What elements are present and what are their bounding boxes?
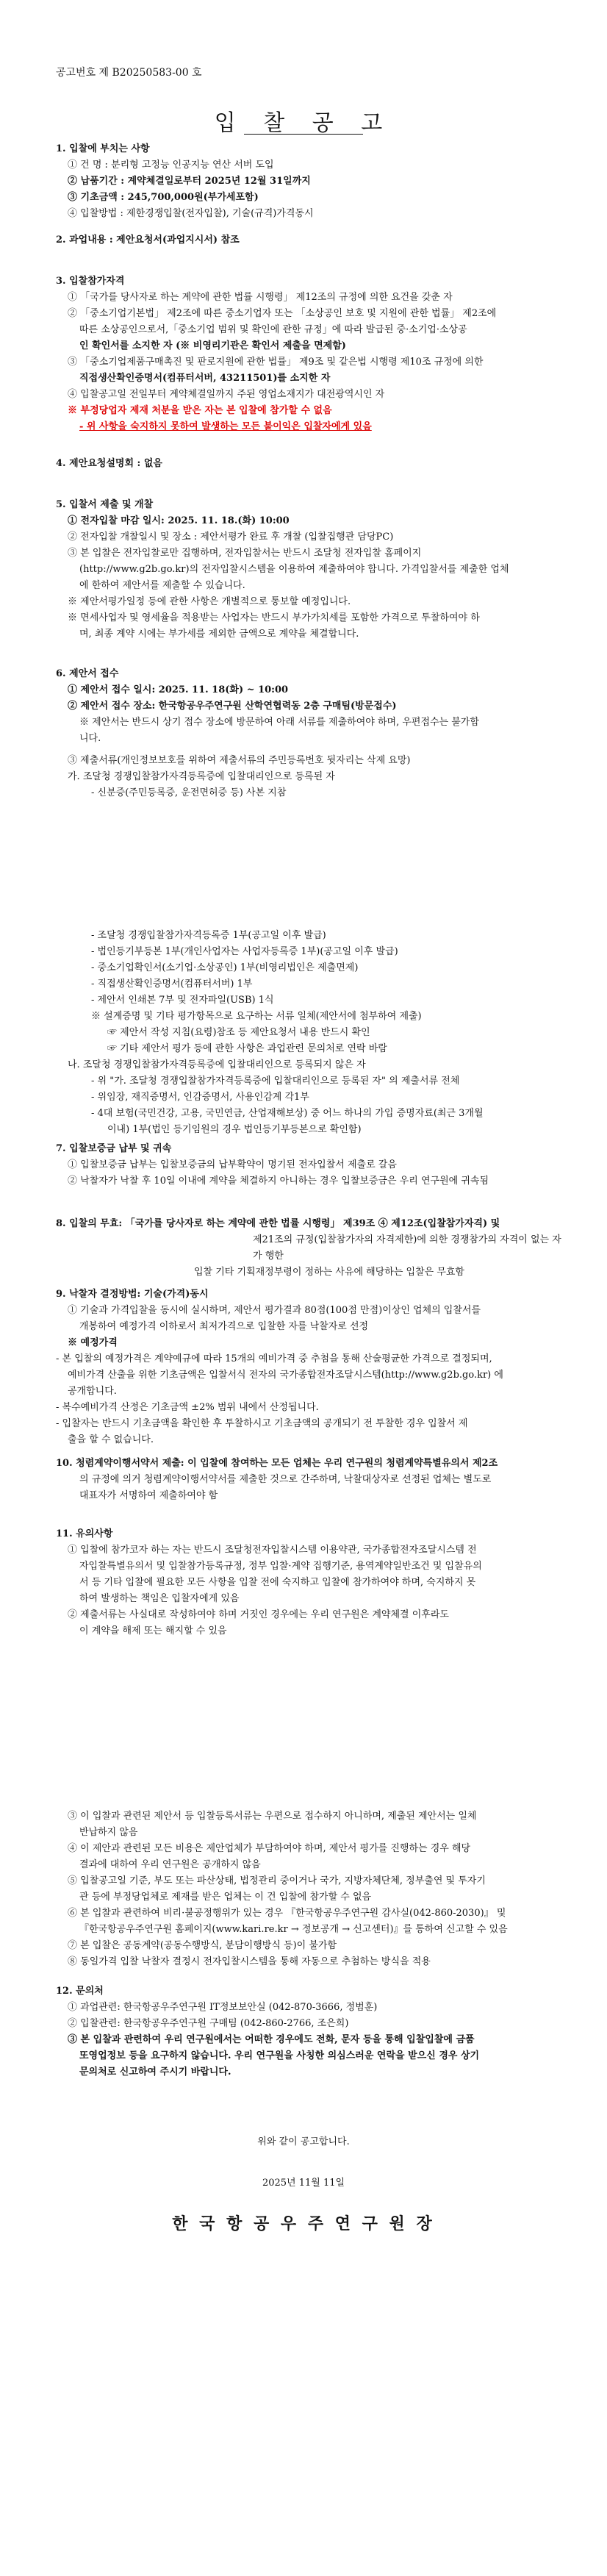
section-12-heading: 12. 문의처 — [56, 1986, 104, 1997]
section-8 — [56, 1216, 563, 1281]
section-11-heading: 11. 유의사항 — [56, 1528, 113, 1539]
s3-item-1: ① 「국가를 당사자로 하는 계약에 관한 법률 시행령」 제12조의 규정에 의한 요건을 갖춘 자 — [68, 292, 453, 303]
s11-item-5: ⑤ 입찰공고일 기준, 부도 또는 파산상태, 법정관리 중이거나 국가, 지방자체단체, 정부출연 및 투자기 — [68, 1875, 486, 1886]
s7-item-2: ② 낙찰자가 낙찰 후 10일 이내에 계약을 체결하지 아니하는 경우 입찰보증금은 우리 연구원에 귀속됨 — [68, 1176, 489, 1187]
s9-item-1b: 개봉하여 예정가격 이하로서 최저가격으로 입찰한 자를 낙찰자로 선정 — [79, 1321, 369, 1332]
s11-item-3: ③ 이 입찰과 관련된 제안서 등 입찰등록서류는 우편으로 접수하지 아니하며, 제출된 제안서는 일체 — [68, 1811, 477, 1822]
s12-item-3: ③ 본 입찰과 관련하여 우리 연구원에서는 어떠한 경우에도 전화, 문자 등을 통해 입찰입찰에 금품 — [68, 2034, 475, 2045]
s6-doc-note: ※ 설계증명 및 기타 평가항목으로 요구하는 서류 일체(제안서에 첨부하여 제출) — [91, 1011, 422, 1022]
s6-sub-b-1: - 위 "가. 조달청 경쟁입찰참가자격등록증에 입찰대리인으로 등록된 자" 의 제출서류 전체 — [91, 1076, 460, 1087]
section-6-continued — [56, 928, 563, 1138]
section-3 — [56, 273, 563, 435]
s9-price-heading: ※ 예정가격 — [68, 1337, 118, 1348]
s6-doc-note-1: ☞ 제안서 작성 지침(요령)참조 등 제안요청서 내용 반드시 확인 — [107, 1027, 370, 1038]
section-6 — [56, 666, 563, 801]
s6-item-2: ② 제안서 접수 장소: 한국항공우주연구원 산학연협력동 2층 구매팀(방문접수) — [68, 701, 397, 712]
section-10 — [56, 1456, 563, 1504]
s6-doc-2: - 법인등기부등본 1부(개인사업자는 사업자등록증 1부)(공고일 이후 발급) — [91, 946, 398, 957]
s5-note-2b: 며, 최종 계약 시에는 부가세를 제외한 금액으로 계약을 체결합니다. — [79, 629, 359, 640]
section-4-heading: 4. 제안요청설명회 : 없음 — [56, 458, 162, 469]
s11-item-1c: 서 등 기타 입찰에 필요한 모든 사항을 입찰 전에 숙지하고 입찰에 참가하여야 하며, 숙지하지 못 — [79, 1577, 476, 1588]
s9-price-3b: 출을 할 수 없습니다. — [68, 1434, 154, 1445]
s6-doc-3: - 중소기업확인서(소기업·소상공인) 1부(비영리법인은 제출면제) — [91, 962, 359, 973]
s3-warning-1: ※ 부정당업자 제재 처분을 받은 자는 본 입찰에 참가할 수 없음 — [68, 405, 332, 416]
s9-price-1: - 본 입찰의 예정가격은 계약예규에 따라 15개의 예비가격 중 추첨을 통해 산술평균한 가격으로 결정되며, — [56, 1353, 492, 1364]
s6-doc-note-2: ☞ 기타 제안서 평가 등에 관한 사항은 과업관련 문의처로 연락 바람 — [107, 1043, 387, 1054]
s7-item-1: ① 입찰보증금 납부는 입찰보증금의 납부확약이 명기된 전자입찰서 제출로 갈음 — [68, 1159, 397, 1170]
page-title: 입 찰 공 고 — [214, 110, 393, 136]
s6-doc-4: - 직접생산확인증명서(컴퓨터서버) 1부 — [91, 978, 253, 990]
s11-item-1d: 하여 발생하는 책임은 입찰자에게 있음 — [79, 1593, 240, 1604]
s6-sub-a: 가. 조달청 경쟁입찰참가자격등록증에 입찰대리인으로 등록된 자 — [68, 771, 335, 782]
section-1 — [56, 141, 563, 222]
s11-item-3b: 반납하지 않음 — [79, 1827, 138, 1838]
s12-item-3c: 문의처로 신고하여 주시기 바랍니다. — [79, 2067, 231, 2078]
s5-item-1: ① 전자입찰 마감 일시: 2025. 11. 18.(화) 10:00 — [68, 515, 290, 526]
s9-price-1b: 예비가격 산출을 위한 기초금액은 입찰서식 전자의 국가종합전자조달시스템(http://www.g2b.go.kr) 에 — [68, 1370, 503, 1381]
s5-item-2: ② 전자입찰 개찰일시 및 장소 : 제안서평가 완료 후 개찰 (입찰집행관 담당PC) — [68, 532, 394, 543]
s9-price-2: - 복수예비가격 산정은 기초금액 ±2% 범위 내에서 산정됩니다. — [56, 1402, 319, 1413]
section-5 — [56, 497, 563, 643]
s11-item-1: ① 입찰에 참가코자 하는 자는 반드시 조달청전자입찰시스템 이용약관, 국가종합전자조달시스템 전 — [68, 1545, 477, 1556]
s11-item-6: ⑥ 본 입찰과 관련하여 비리·불공정행위가 있는 경우 『한국항공우주연구원 감사실(042-860-2030)』 및 — [68, 1908, 506, 1919]
s6-note-1: ※ 제안서는 반드시 상기 접수 장소에 방문하여 아래 서류를 제출하여야 하며, 우편접수는 불가합 — [79, 717, 479, 728]
s11-item-1b: 자입찰특별유의서 및 입찰참가등록규정, 정부 입찰·계약 집행기준, 용역계약일반조건 및 입찰유의 — [79, 1561, 482, 1572]
s11-item-4: ④ 이 제안과 관련된 모든 비용은 제안업체가 부담하여야 하며, 제안서 평가를 진행하는 경우 해당 — [68, 1843, 471, 1854]
s6-item-3: ③ 제출서류(개인정보보호를 위하여 제출서류의 주민등록번호 뒷자리는 삭제 요망) — [68, 755, 411, 766]
s5-item-3c: 에 한하여 제안서를 제출할 수 있습니다. — [79, 580, 245, 591]
s11-item-2: ② 제출서류는 사실대로 작성하여야 하며 거짓인 경우에는 우리 연구원은 계약체결 이후라도 — [68, 1609, 449, 1620]
s3-item-3: ③ 「중소기업제품구매촉진 및 판로지원에 관한 법률」 제9조 및 같은법 시행령 제10조 규정에 의한 — [68, 357, 484, 368]
title-underline — [244, 134, 363, 135]
s10-line-3: 대표자가 서명하여 제출하여야 함 — [79, 1490, 218, 1501]
s5-note-2: ※ 면세사업자 및 영세율을 적용받는 사업자는 반드시 부가가치세를 포함한 가격으로 투찰하여야 하 — [68, 612, 480, 623]
section-9 — [56, 1287, 563, 1448]
s3-item-3b: 직접생산확인증명서(컴퓨터서버, 43211501)를 소지한 자 — [79, 373, 331, 384]
section-11 — [56, 1526, 563, 1639]
s6-sub-b: 나. 조달청 경쟁입찰참가자격등록증에 입찰대리인으로 등록되지 않은 자 — [68, 1059, 366, 1070]
s11-item-2b: 이 계약을 해제 또는 해지할 수 있음 — [79, 1625, 227, 1636]
s11-item-5b: 관 등에 부정당업체로 제재를 받은 업체는 이 건 입찰에 참가할 수 없음 — [79, 1892, 372, 1903]
s1-item-4: ④ 입찰방법 : 제한경쟁입찰(전자입찰), 기술(규격)가격동시 — [68, 208, 314, 219]
s3-item-2: ② 「중소기업기본법」 제2조에 따른 중소기업자 또는 「소상공인 보호 및 지원에 관한 법률」 제2조에 — [68, 308, 497, 319]
section-7-heading: 7. 입찰보증금 납부 및 귀속 — [56, 1143, 172, 1154]
s8-line-2: 제21조의 규정(입찰참가자의 자격제한)에 의한 경쟁참가의 자격이 없는 자가 행한 — [253, 1234, 561, 1262]
s8-line-3: 입찰 기타 기획재정부령이 정하는 사유에 해당하는 입찰은 무효함 — [194, 1267, 464, 1278]
s9-price-3: - 입찰자는 반드시 기초금액을 확인한 후 투찰하시고 기초금액의 공개되기 전 투찰한 경우 입찰서 제 — [56, 1418, 468, 1429]
s5-item-3: ③ 본 입찰은 전자입찰로만 집행하며, 전자입찰서는 반드시 조달청 전자입찰 홈페이지 — [68, 548, 422, 559]
s12-item-2: ② 입찰관련: 한국항공우주연구원 구매팀 (042-860-2766, 조은희) — [68, 2018, 349, 2029]
section-7 — [56, 1141, 563, 1189]
section-11-continued — [56, 1808, 563, 1970]
closing-date: 2025년 11월 11일 — [262, 2178, 345, 2189]
s11-item-6b: 『한국항공우주연구원 홈페이지(www.kari.re.kr → 정보공개 → 신고센터)』를 통하여 신고할 수 있음 — [79, 1924, 508, 1935]
section-2 — [56, 232, 563, 248]
s11-item-8: ⑧ 동일가격 입찰 낙찰자 결정시 전자입찰시스템을 통해 자동으로 추첨하는 방식을 적용 — [68, 1956, 431, 1967]
s11-item-4b: 결과에 대하여 우리 연구원은 공개하지 않음 — [79, 1859, 261, 1870]
section-1-heading: 1. 입찰에 부치는 사항 — [56, 143, 150, 154]
s3-warning-2: - 위 사항을 숙지하지 못하여 발생하는 모든 불이익은 입찰자에게 있음 — [79, 421, 372, 432]
s6-note-1b: 니다. — [79, 733, 101, 744]
s1-item-1: ① 건 명 : 분리형 고정능 인공지능 연산 서버 도입 — [68, 160, 274, 171]
s3-item-2c: 인 확인서를 소지한 자 (※ 비영리기관은 확인서 제출을 면제함) — [79, 340, 346, 351]
s9-price-1c: 공개합니다. — [68, 1386, 117, 1397]
s3-item-4: ④ 입찰공고일 전일부터 계약체결일까지 주된 영업소재지가 대전광역시인 자 — [68, 389, 385, 400]
issuer-signature: 한 국 항 공 우 주 연 구 원 장 — [172, 2214, 435, 2233]
s6-item-1: ① 제안서 접수 일시: 2025. 11. 18(화) ~ 10:00 — [68, 684, 289, 695]
closing-line: 위와 같이 공고합니다. — [257, 2136, 350, 2147]
s5-item-3b: (http://www.g2b.go.kr)의 전자입찰시스템을 이용하여 제출하여야 합니다. 가격입찰서를 제출한 업체 — [79, 564, 509, 575]
section-9-heading: 9. 낙찰자 결정방법: 기술(가격)동시 — [56, 1289, 209, 1300]
s1-item-3: ③ 기초금액 : 245,700,000원(부가세포함) — [68, 192, 259, 203]
s11-item-7: ⑦ 본 입찰은 공동계약(공동수행방식, 분담이행방식 등)이 불가함 — [68, 1940, 337, 1951]
s6-doc-5: - 제안서 인쇄본 7부 및 전자파일(USB) 1식 — [91, 995, 274, 1006]
s5-note-1: ※ 제안서평가일정 등에 관한 사항은 개별적으로 통보할 예정입니다. — [68, 596, 351, 607]
s10-line-2: 의 규정에 의거 청렴계약이행서약서를 제출한 것으로 간주하며, 낙찰대상자로 선정된 업체는 별도로 — [79, 1474, 492, 1485]
s12-item-3b: 또영업정보 등을 요구하지 않습니다. 우리 연구원을 사칭한 의심스러운 연락을 받으신 경우 상기 — [79, 2050, 480, 2061]
section-4 — [56, 456, 563, 472]
s6-sub-b-3: - 4대 보험(국민건강, 고용, 국민연금, 산업재해보상) 중 어느 하나의 가입 증명자료(최근 3개월 — [91, 1108, 484, 1119]
s1-item-2: ② 납품기간 : 계약체결일로부터 2025년 12월 31일까지 — [68, 176, 311, 187]
notice-number: 공고번호 제 B20250583-00 호 — [56, 67, 202, 79]
s12-item-1: ① 과업관련: 한국항공우주연구원 IT정보보안실 (042-870-3666, 정범훈) — [68, 2002, 378, 2013]
s6-doc-1: - 조달청 경쟁입찰참가자격등록증 1부(공고일 이후 발급) — [91, 930, 326, 941]
section-6-heading: 6. 제안서 접수 — [56, 668, 119, 679]
s6-sub-b-2: - 위임장, 재직증명서, 인감증명서, 사용인감계 각1부 — [91, 1092, 309, 1103]
s9-item-1: ① 기술과 가격입찰을 동시에 실시하며, 제안서 평가결과 80점(100점 만점)이상인 업체의 입찰서를 — [68, 1305, 481, 1316]
s8-line-1: 8. 입찰의 무효: 「국가를 당사자로 하는 계약에 관한 법률 시행령」 제39조 ④ 제12조(입찰참가자격) 및 — [56, 1218, 500, 1229]
s3-item-2b: 따른 소상공인으로서,「중소기업 범위 및 확인에 관한 규정」에 따라 발급된 중·소기업·소상공 — [79, 324, 467, 335]
section-3-heading: 3. 입찰참가자격 — [56, 276, 125, 287]
section-12 — [56, 1983, 563, 2081]
s6-sub-a-1: - 신분증(주민등록증, 운전면허증 등) 사본 지참 — [91, 787, 287, 798]
section-2-heading: 2. 과업내용 : 제안요청서(과업지시서) 참조 — [56, 235, 240, 246]
s10-line-1: 10. 청렴계약이행서약서 제출: 이 입찰에 참여하는 모든 업체는 우리 연구원의 청렴계약특별유의서 제2조 — [56, 1458, 498, 1469]
s6-sub-b-3b: 이내) 1부(법인 등기임원의 경우 법인등기부등본으로 확인함) — [107, 1124, 362, 1135]
section-5-heading: 5. 입찰서 제출 및 개찰 — [56, 499, 154, 510]
